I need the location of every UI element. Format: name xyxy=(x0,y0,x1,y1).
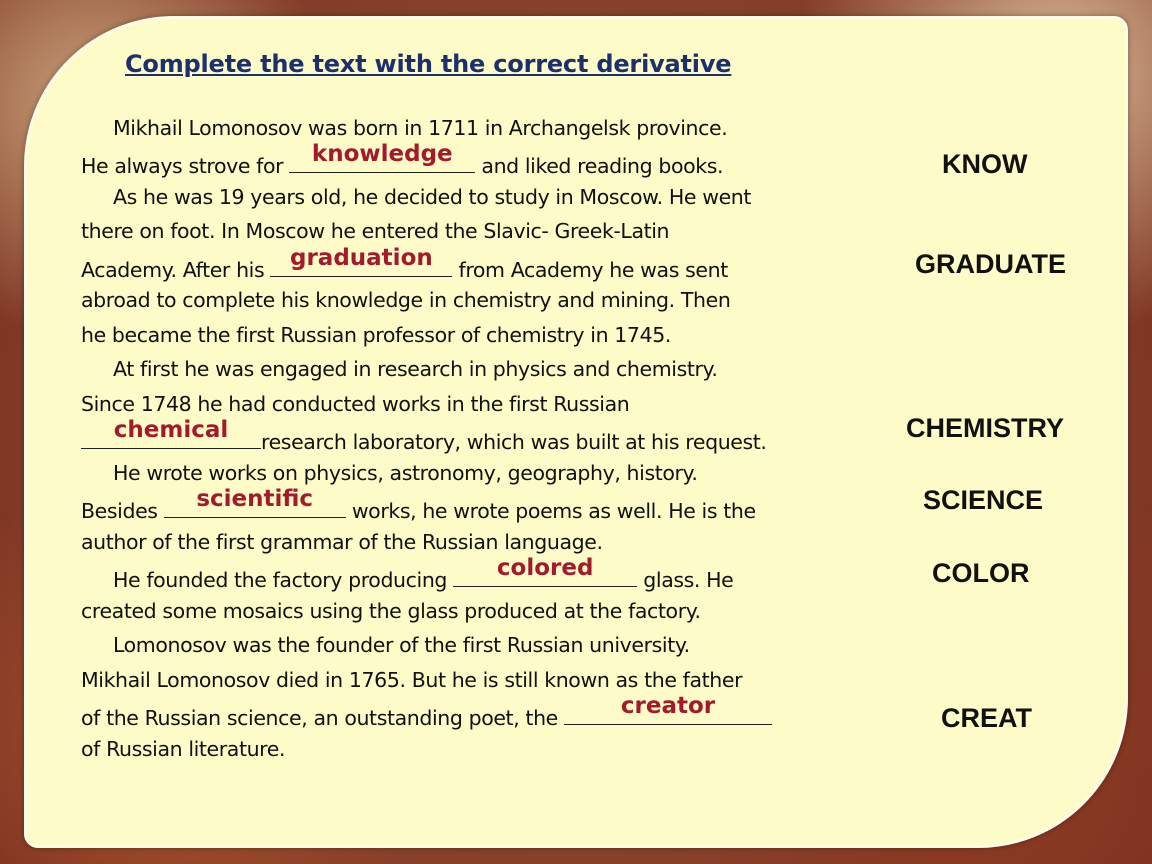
text-line: Mikhail Lomonosov was born in 1711 in Archangelsk province. xyxy=(113,116,728,140)
answer-blank xyxy=(270,245,452,277)
text-line: chemical research laboratory, which was built at his request. xyxy=(81,426,767,454)
answer-text: colored xyxy=(496,555,594,581)
text-line: there on foot. In Moscow he entered the Slavic- Greek-Latin xyxy=(81,219,670,243)
page-title: Complete the text with the correct derivative xyxy=(125,50,732,78)
keyword-color: COLOR xyxy=(932,558,1030,588)
answer-text: graduation xyxy=(290,245,433,271)
answer-text: chemical xyxy=(113,417,229,443)
keyword-graduate: GRADUATE xyxy=(915,249,1066,279)
text-line: author of the first grammar of the Russian language. xyxy=(81,530,603,554)
text-line: He wrote works on physics, astronomy, geography, history. xyxy=(113,461,698,485)
answer-blank xyxy=(289,141,475,173)
keyword-know: KNOW xyxy=(942,149,1028,179)
text-line: At first he was engaged in research in physics and chemistry. xyxy=(113,357,718,381)
text-line: As he was 19 years old, he decided to study in Moscow. He went xyxy=(113,185,752,209)
text-line: of Russian literature. xyxy=(81,737,286,761)
keyword-science: SCIENCE xyxy=(923,485,1044,515)
answer-blank xyxy=(81,417,261,449)
answer-blank xyxy=(164,486,346,518)
text-line: He founded the factory producing colored glass. He xyxy=(113,555,734,592)
text-line: abroad to complete his knowledge in chemistry and mining. Then xyxy=(81,288,731,312)
text-line: Besides scientific works, he wrote poems as well. He is the xyxy=(81,486,756,523)
answer-text: knowledge xyxy=(311,141,453,167)
text-line: Mikhail Lomonosov died in 1765. But he is still known as the father xyxy=(81,668,743,692)
answer-text: creator xyxy=(620,693,716,719)
keyword-creat: CREAT xyxy=(941,703,1032,733)
text-line: He always strove for knowledge and liked reading books. xyxy=(81,141,724,178)
text-line: Academy. After his graduation from Academy he was sent xyxy=(81,245,728,282)
text-line: created some mosaics using the glass produced at the factory. xyxy=(81,599,701,623)
text-line: Lomonosov was the founder of the first Russian university. xyxy=(113,633,690,657)
answer-blank xyxy=(564,693,772,725)
text-line: he became the first Russian professor of chemistry in 1745. xyxy=(81,323,671,347)
answer-text: scientific xyxy=(196,486,314,512)
text-line: Since 1748 he had conducted works in the first Russian xyxy=(81,392,630,416)
answer-blank xyxy=(453,555,637,587)
keyword-chemistry: CHEMISTRY xyxy=(906,413,1065,443)
text-line: of the Russian science, an outstanding poet, the creator xyxy=(81,702,772,730)
